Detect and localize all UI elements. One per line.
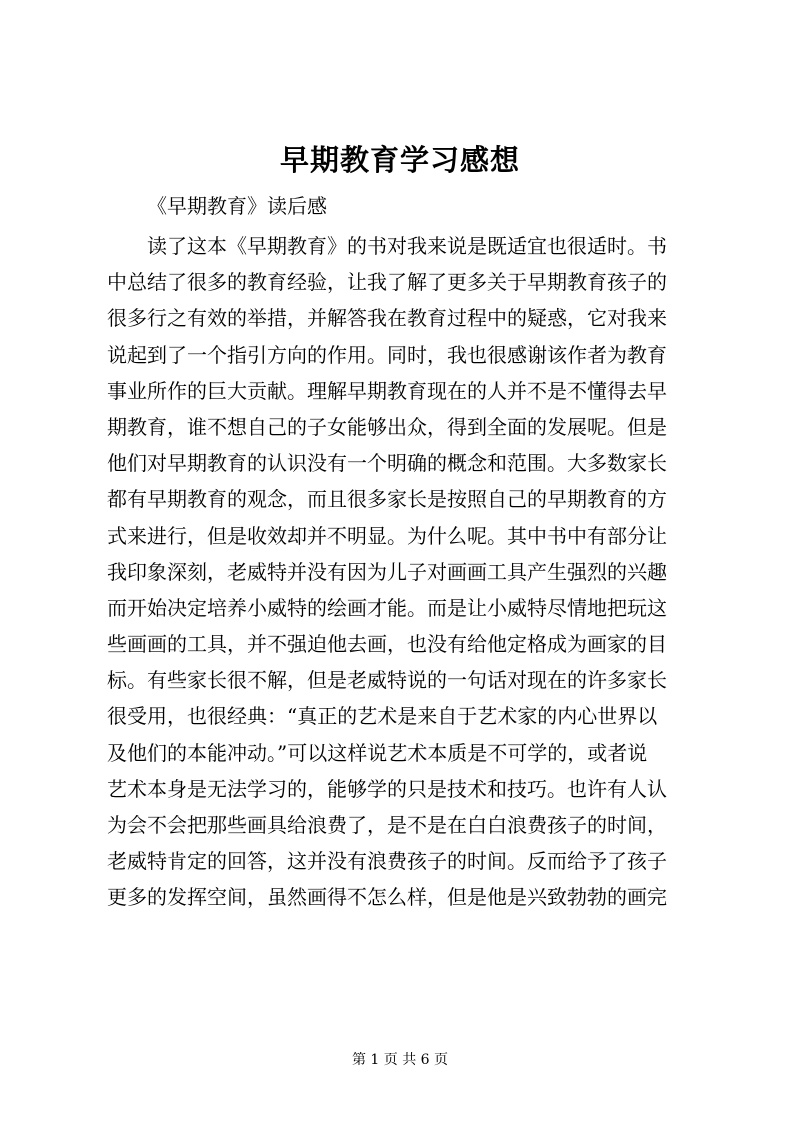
- body-line: 更多的发挥空间，虽然画得不怎么样，但是他是兴致勃勃的画完: [107, 885, 667, 910]
- body-line: 很受用，也很经典：“真正的艺术是来自于艺术家的内心世界以: [107, 704, 658, 729]
- document-title: 早期教育学习感想: [279, 143, 520, 177]
- body-line: 艺术本身是无法学习的，能够学的只是技术和技巧。也许有人认: [107, 776, 667, 801]
- body-line: 中总结了很多的教育经验，让我了解了更多关于早期教育孩子的: [107, 270, 667, 295]
- body-line: 为会不会把那些画具给浪费了，是不是在白白浪费孩子的时间，: [107, 813, 667, 837]
- body-line: 事业所作的巨大贡献。理解早期教育现在的人并不是不懂得去早: [107, 378, 667, 403]
- body-line: 老威特肯定的回答，这并没有浪费孩子的时间。反而给予了孩子: [107, 849, 667, 874]
- body-line: 很多行之有效的举措，并解答我在教育过程中的疑惑，它对我来: [107, 306, 667, 331]
- body-line: 读了这本《早期教育》的书对我来说是既适宜也很适时。书: [147, 234, 667, 258]
- body-line: 期教育，谁不想自己的子女能够出众，得到全面的发展呢。但是: [107, 414, 667, 439]
- body-line: 都有早期教育的观念，而且很多家长是按照自己的早期教育的方: [107, 487, 667, 512]
- body-line: 他们对早期教育的认识没有一个明确的概念和范围。大多数家长: [107, 451, 667, 476]
- body-line: 我印象深刻，老威特并没有因为儿子对画画工具产生强烈的兴趣: [107, 559, 667, 584]
- body-line: 及他们的本能冲动。”可以这样说艺术本质是不可学的，或者说: [107, 740, 648, 765]
- document-subtitle: 《早期教育》读后感: [147, 194, 327, 218]
- page-number-footer: 第 1 页 共 6 页: [351, 1052, 449, 1068]
- body-line: 标。有些家长很不解，但是老威特说的一句话对现在的许多家长: [107, 668, 667, 693]
- body-line: 式来进行，但是收效却并不明显。为什么呢。其中书中有部分让: [107, 523, 667, 548]
- body-line: 说起到了一个指引方向的作用。同时，我也很感谢该作者为教育: [107, 342, 667, 367]
- body-line: 些画画的工具，并不强迫他去画，也没有给他定格成为画家的目: [107, 632, 667, 657]
- document-body: [107, 228, 707, 916]
- body-line: 而开始决定培养小威特的绘画才能。而是让小威特尽情地把玩这: [107, 595, 667, 620]
